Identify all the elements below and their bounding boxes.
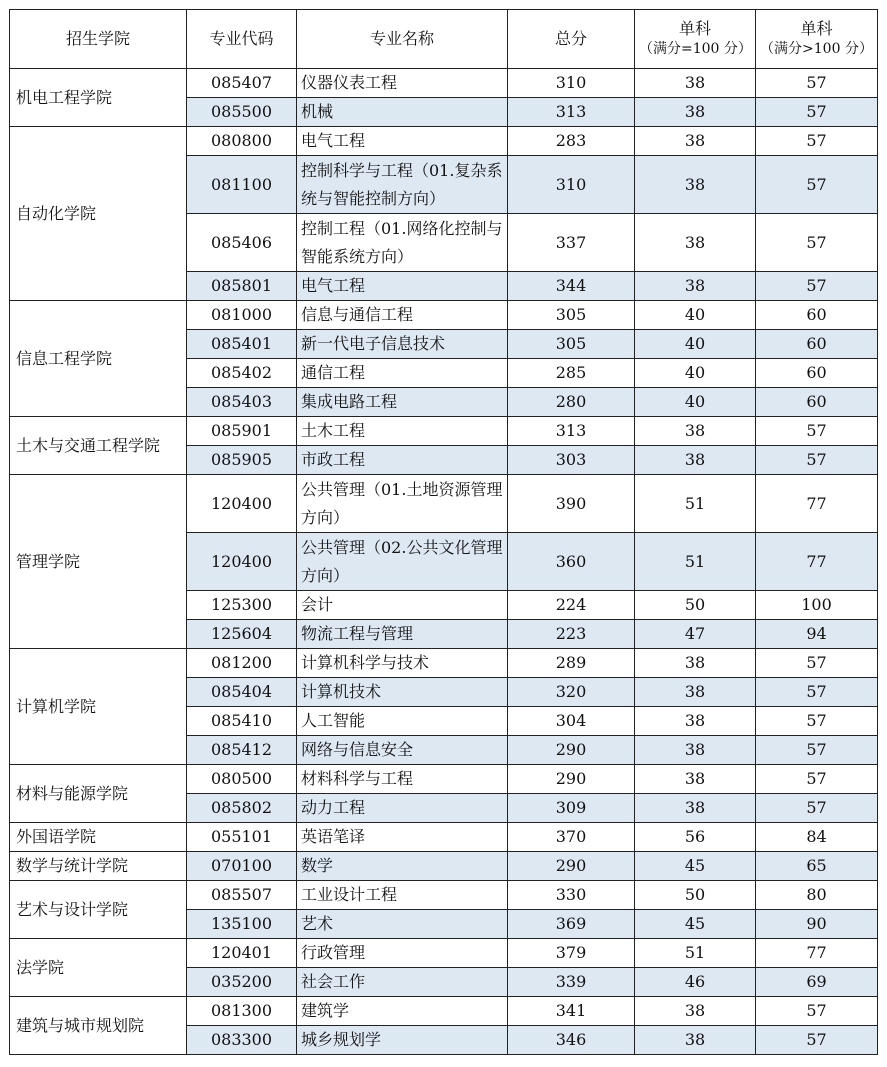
single-score-100: 38 (635, 272, 756, 301)
header-total: 总分 (508, 10, 635, 69)
major-name: 社会工作 (297, 968, 508, 997)
single-score-over100: 57 (756, 272, 878, 301)
college-name: 自动化学院 (10, 127, 187, 301)
total-score: 369 (508, 910, 635, 939)
single-score-over100: 60 (756, 388, 878, 417)
single-score-100: 46 (635, 968, 756, 997)
total-score: 283 (508, 127, 635, 156)
single-score-over100: 77 (756, 939, 878, 968)
table-row (10, 69, 878, 98)
single-score-over100: 57 (756, 127, 878, 156)
single-score-100: 40 (635, 359, 756, 388)
major-name: 物流工程与管理 (297, 620, 508, 649)
single-score-100: 38 (635, 417, 756, 446)
total-score: 305 (508, 301, 635, 330)
table-row (10, 765, 878, 794)
major-code: 070100 (187, 852, 297, 881)
total-score: 224 (508, 591, 635, 620)
single-score-over100: 57 (756, 1026, 878, 1055)
single-score-100: 51 (635, 533, 756, 591)
major-name: 信息与通信工程 (297, 301, 508, 330)
single-score-100: 40 (635, 388, 756, 417)
major-name: 计算机科学与技术 (297, 649, 508, 678)
score-table (9, 9, 878, 1055)
major-name: 通信工程 (297, 359, 508, 388)
table-header (10, 10, 878, 69)
major-code: 085905 (187, 446, 297, 475)
single-score-over100: 84 (756, 823, 878, 852)
total-score: 370 (508, 823, 635, 852)
single-score-100: 50 (635, 881, 756, 910)
header-code: 专业代码 (187, 10, 297, 69)
single-score-over100: 57 (756, 997, 878, 1026)
major-name: 建筑学 (297, 997, 508, 1026)
total-score: 223 (508, 620, 635, 649)
major-name: 机械 (297, 98, 508, 127)
major-name: 电气工程 (297, 127, 508, 156)
total-score: 320 (508, 678, 635, 707)
major-code: 120401 (187, 939, 297, 968)
total-score: 330 (508, 881, 635, 910)
major-code: 080500 (187, 765, 297, 794)
major-code: 055101 (187, 823, 297, 852)
total-score: 360 (508, 533, 635, 591)
major-name: 控制科学与工程（01.复杂系统与智能控制方向） (297, 156, 508, 214)
single-score-100: 50 (635, 591, 756, 620)
single-score-over100: 57 (756, 156, 878, 214)
single-score-over100: 57 (756, 446, 878, 475)
major-code: 125604 (187, 620, 297, 649)
total-score: 346 (508, 1026, 635, 1055)
major-code: 085403 (187, 388, 297, 417)
table-row (10, 852, 878, 881)
total-score: 290 (508, 765, 635, 794)
major-code: 081300 (187, 997, 297, 1026)
major-name: 会计 (297, 591, 508, 620)
total-score: 289 (508, 649, 635, 678)
major-name: 土木工程 (297, 417, 508, 446)
single-score-over100: 60 (756, 359, 878, 388)
single-score-100: 38 (635, 997, 756, 1026)
single-score-100: 38 (635, 446, 756, 475)
major-code: 120400 (187, 533, 297, 591)
single-score-100: 56 (635, 823, 756, 852)
single-score-over100: 57 (756, 707, 878, 736)
header-single-100-sub: （满分=100 分） (639, 41, 752, 57)
total-score: 285 (508, 359, 635, 388)
major-code: 083300 (187, 1026, 297, 1055)
college-name: 信息工程学院 (10, 301, 187, 417)
single-score-100: 38 (635, 1026, 756, 1055)
total-score: 313 (508, 417, 635, 446)
single-score-100: 38 (635, 98, 756, 127)
major-code: 085406 (187, 214, 297, 272)
single-score-100: 51 (635, 939, 756, 968)
single-score-100: 38 (635, 156, 756, 214)
major-code: 085901 (187, 417, 297, 446)
single-score-100: 38 (635, 678, 756, 707)
major-code: 080800 (187, 127, 297, 156)
single-score-over100: 69 (756, 968, 878, 997)
major-name: 材料科学与工程 (297, 765, 508, 794)
single-score-over100: 57 (756, 417, 878, 446)
major-code: 125300 (187, 591, 297, 620)
major-name: 计算机技术 (297, 678, 508, 707)
major-name: 公共管理（01.土地资源管理方向） (297, 475, 508, 533)
single-score-over100: 57 (756, 98, 878, 127)
header-single-over100 (756, 10, 878, 69)
college-name: 数学与统计学院 (10, 852, 187, 881)
major-code: 085802 (187, 794, 297, 823)
single-score-100: 40 (635, 330, 756, 359)
total-score: 304 (508, 707, 635, 736)
major-code: 081200 (187, 649, 297, 678)
major-name: 城乡规划学 (297, 1026, 508, 1055)
single-score-over100: 90 (756, 910, 878, 939)
table-row (10, 881, 878, 910)
major-code: 085801 (187, 272, 297, 301)
single-score-100: 38 (635, 736, 756, 765)
header-single-100-title: 单科 (678, 19, 711, 38)
college-name: 计算机学院 (10, 649, 187, 765)
major-name: 网络与信息安全 (297, 736, 508, 765)
total-score: 341 (508, 997, 635, 1026)
single-score-over100: 60 (756, 330, 878, 359)
total-score: 280 (508, 388, 635, 417)
single-score-100: 38 (635, 127, 756, 156)
major-name: 艺术 (297, 910, 508, 939)
single-score-over100: 57 (756, 649, 878, 678)
college-name: 材料与能源学院 (10, 765, 187, 823)
major-name: 控制工程（01.网络化控制与智能系统方向） (297, 214, 508, 272)
header-single-over100-sub: （满分>100 分） (760, 41, 873, 57)
major-name: 市政工程 (297, 446, 508, 475)
major-name: 仪器仪表工程 (297, 69, 508, 98)
header-college: 招生学院 (10, 10, 187, 69)
major-name: 电气工程 (297, 272, 508, 301)
major-name: 人工智能 (297, 707, 508, 736)
single-score-over100: 57 (756, 678, 878, 707)
single-score-100: 38 (635, 69, 756, 98)
single-score-100: 38 (635, 214, 756, 272)
header-name: 专业名称 (297, 10, 508, 69)
major-code: 085410 (187, 707, 297, 736)
table-row (10, 127, 878, 156)
major-code: 085507 (187, 881, 297, 910)
total-score: 310 (508, 69, 635, 98)
total-score: 310 (508, 156, 635, 214)
major-code: 085412 (187, 736, 297, 765)
table-row (10, 823, 878, 852)
total-score: 337 (508, 214, 635, 272)
single-score-100: 40 (635, 301, 756, 330)
major-code: 081000 (187, 301, 297, 330)
major-name: 数学 (297, 852, 508, 881)
single-score-over100: 94 (756, 620, 878, 649)
total-score: 309 (508, 794, 635, 823)
major-name: 集成电路工程 (297, 388, 508, 417)
major-code: 085404 (187, 678, 297, 707)
single-score-over100: 57 (756, 765, 878, 794)
single-score-100: 45 (635, 910, 756, 939)
single-score-100: 38 (635, 794, 756, 823)
single-score-over100: 57 (756, 69, 878, 98)
table-row (10, 649, 878, 678)
table-row (10, 417, 878, 446)
major-code: 085500 (187, 98, 297, 127)
college-name: 外国语学院 (10, 823, 187, 852)
single-score-over100: 57 (756, 214, 878, 272)
single-score-over100: 57 (756, 736, 878, 765)
major-name: 动力工程 (297, 794, 508, 823)
major-name: 英语笔译 (297, 823, 508, 852)
college-name: 土木与交通工程学院 (10, 417, 187, 475)
single-score-over100: 77 (756, 475, 878, 533)
single-score-over100: 57 (756, 794, 878, 823)
total-score: 290 (508, 736, 635, 765)
single-score-100: 51 (635, 475, 756, 533)
total-score: 339 (508, 968, 635, 997)
single-score-100: 38 (635, 707, 756, 736)
major-code: 081100 (187, 156, 297, 214)
single-score-over100: 77 (756, 533, 878, 591)
college-name: 管理学院 (10, 475, 187, 649)
major-name: 公共管理（02.公共文化管理方向） (297, 533, 508, 591)
table-row (10, 939, 878, 968)
major-code: 085401 (187, 330, 297, 359)
college-name: 法学院 (10, 939, 187, 997)
major-name: 工业设计工程 (297, 881, 508, 910)
table-body (10, 69, 878, 1055)
total-score: 344 (508, 272, 635, 301)
major-code: 035200 (187, 968, 297, 997)
major-code: 135100 (187, 910, 297, 939)
single-score-100: 38 (635, 649, 756, 678)
total-score: 305 (508, 330, 635, 359)
major-code: 120400 (187, 475, 297, 533)
major-name: 新一代电子信息技术 (297, 330, 508, 359)
single-score-over100: 65 (756, 852, 878, 881)
college-name: 机电工程学院 (10, 69, 187, 127)
major-code: 085407 (187, 69, 297, 98)
major-name: 行政管理 (297, 939, 508, 968)
total-score: 390 (508, 475, 635, 533)
total-score: 313 (508, 98, 635, 127)
total-score: 303 (508, 446, 635, 475)
header-single-over100-title: 单科 (800, 19, 833, 38)
total-score: 290 (508, 852, 635, 881)
table-row (10, 301, 878, 330)
major-code: 085402 (187, 359, 297, 388)
single-score-100: 38 (635, 765, 756, 794)
single-score-100: 45 (635, 852, 756, 881)
college-name: 建筑与城市规划院 (10, 997, 187, 1055)
single-score-over100: 80 (756, 881, 878, 910)
single-score-over100: 60 (756, 301, 878, 330)
header-single-100 (635, 10, 756, 69)
college-name: 艺术与设计学院 (10, 881, 187, 939)
single-score-100: 47 (635, 620, 756, 649)
table-row (10, 997, 878, 1026)
table-row (10, 475, 878, 533)
single-score-over100: 100 (756, 591, 878, 620)
total-score: 379 (508, 939, 635, 968)
